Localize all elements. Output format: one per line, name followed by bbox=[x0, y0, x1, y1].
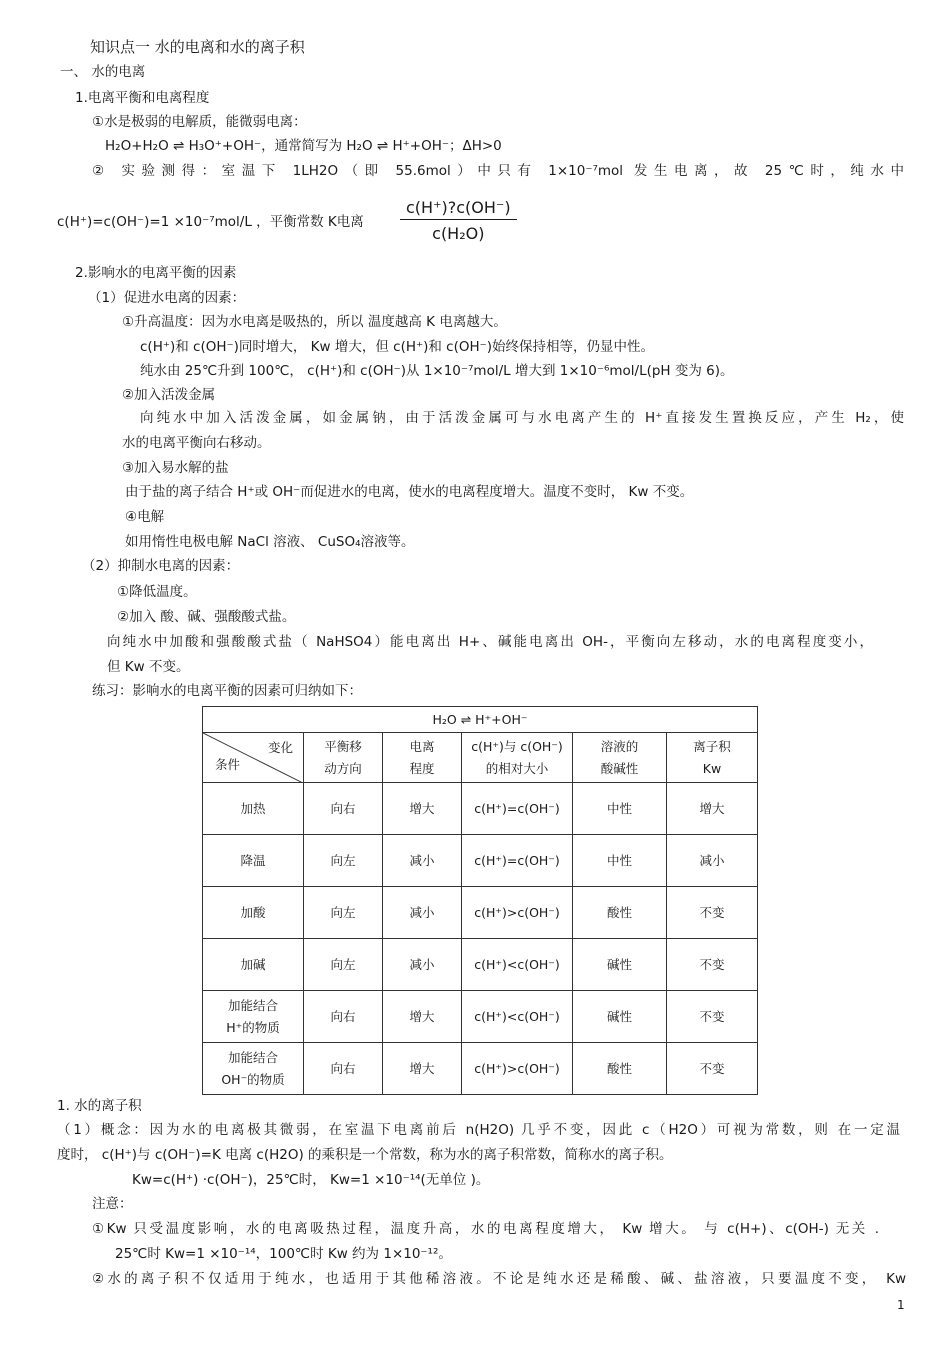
condition-cell: 加酸 bbox=[203, 887, 304, 939]
table-cell: 向右 bbox=[304, 783, 383, 835]
table-corner-cell bbox=[203, 733, 304, 783]
text-line: c(H⁺)=c(OH⁻)=1 ×10⁻⁷mol/L ，平衡常数 K电离 bbox=[57, 214, 364, 230]
condition-cell: 加热 bbox=[203, 783, 304, 835]
text-line: 注意： bbox=[92, 1196, 133, 1212]
subsection-heading: 1.电离平衡和电离程度 bbox=[75, 90, 210, 106]
table-row bbox=[203, 835, 758, 887]
table-cell: c(H⁺)>c(OH⁻) bbox=[462, 1043, 573, 1095]
corner-label-top: 变化 bbox=[267, 740, 293, 755]
corner-label-bottom: 条件 bbox=[215, 757, 241, 772]
table-cell: c(H⁺)=c(OH⁻) bbox=[462, 783, 573, 835]
text-line: ②加入 酸、碱、强酸酸式盐。 bbox=[117, 609, 296, 625]
text-line: 25℃时 Kw=1 ×10⁻¹⁴，100℃时 Kw 约为 1×10⁻¹²。 bbox=[115, 1246, 452, 1262]
table-header: c(H⁺)与 c(OH⁻) 的相对大小 bbox=[462, 733, 573, 783]
table-header: 平衡移 动方向 bbox=[304, 733, 383, 783]
table-cell: 向左 bbox=[304, 939, 383, 991]
text-line: 水的电离平衡向右移动。 bbox=[122, 435, 271, 451]
text-line: ①降低温度。 bbox=[117, 584, 197, 600]
condition-cell: 加能结合 OH⁻的物质 bbox=[203, 1043, 304, 1095]
text-line: c(H⁺)和 c(OH⁻)同时增大， Kw 增大，但 c(H⁺)和 c(OH⁻)始终保持相等，仍显中性。 bbox=[140, 339, 655, 355]
text-line: 但 Kw 不变。 bbox=[107, 659, 190, 675]
table-cell: c(H⁺)=c(OH⁻) bbox=[462, 835, 573, 887]
text-line: （1）促进水电离的因素： bbox=[88, 290, 246, 306]
text-line: （1）概念：因为水的电离极其微弱，在室温下电离前后 n(H2O) 几乎不变，因此 c（H2O）可视为常数，则 在一定温 bbox=[57, 1122, 900, 1138]
table-cell: 增大 bbox=[383, 783, 462, 835]
table-row bbox=[203, 887, 758, 939]
text-line: 向纯水中加酸和强酸酸式盐（ NaHSO4）能电离出 H+、碱能电离出 OH-，平衡向左移动，水的电离程度变小， bbox=[107, 634, 873, 650]
section-heading: 一、 水的电离 bbox=[60, 64, 146, 80]
page-number: 1 bbox=[897, 1298, 905, 1312]
table-cell: c(H⁺)>c(OH⁻) bbox=[462, 887, 573, 939]
text-line: ②加入活泼金属 bbox=[122, 387, 216, 403]
condition-cell: 降温 bbox=[203, 835, 304, 887]
table-cell: 减小 bbox=[383, 835, 462, 887]
table-cell: 增大 bbox=[383, 991, 462, 1043]
table-cell: 碱性 bbox=[573, 991, 667, 1043]
text-line: ①Kw 只受温度影响，水的电离吸热过程，温度升高，水的电离程度增大， Kw 增大。 与 c(H+)、c(OH-) 无关 . bbox=[92, 1221, 879, 1237]
equilibrium-constant-fraction bbox=[400, 198, 517, 243]
table-row bbox=[203, 939, 758, 991]
table-cell: 增大 bbox=[667, 783, 758, 835]
subsection-heading: 2.影响水的电离平衡的因素 bbox=[75, 265, 237, 281]
table-cell: c(H⁺)<c(OH⁻) bbox=[462, 991, 573, 1043]
table-header: 电离 程度 bbox=[383, 733, 462, 783]
page-title: 知识点一 水的电离和水的离子积 bbox=[90, 38, 305, 56]
text-line: 练习：影响水的电离平衡的因素可归纳如下： bbox=[92, 683, 362, 699]
table-cell: 增大 bbox=[383, 1043, 462, 1095]
text-line: 如用惰性电极电解 NaCl 溶液、 CuSO₄溶液等。 bbox=[125, 534, 415, 550]
table-row bbox=[203, 1043, 758, 1095]
table-row bbox=[203, 991, 758, 1043]
table-cell: 不变 bbox=[667, 887, 758, 939]
table-cell: 不变 bbox=[667, 1043, 758, 1095]
condition-cell: 加碱 bbox=[203, 939, 304, 991]
equation-line: H₂O+H₂O ⇌ H₃O⁺+OH⁻，通常简写为 H₂O ⇌ H⁺+OH⁻；ΔH>0 bbox=[105, 138, 502, 154]
condition-cell: 加能结合 H⁺的物质 bbox=[203, 991, 304, 1043]
table-cell: 碱性 bbox=[573, 939, 667, 991]
table-title: H₂O ⇌ H⁺+OH⁻ bbox=[203, 707, 758, 733]
text-line: （2）抑制水电离的因素： bbox=[82, 558, 240, 574]
table-cell: 减小 bbox=[667, 835, 758, 887]
text-line: 度时， c(H⁺)与 c(OH⁻)=K 电离 c(H2O) 的乘积是一个常数，称为水的离子积常数，简称水的离子积。 bbox=[57, 1147, 673, 1163]
table-cell: 不变 bbox=[667, 939, 758, 991]
text-line: ①水是极弱的电解质，能微弱电离： bbox=[92, 114, 307, 130]
text-line: ② 实验测得：室温下 1LH2O（即 55.6mol）中只有 1×10⁻⁷mol 发生电离，故 25℃时，纯水中 bbox=[92, 163, 904, 179]
table-header: 溶液的 酸碱性 bbox=[573, 733, 667, 783]
formula-line: Kw=c(H⁺) ·c(OH⁻)，25℃时， Kw=1 ×10⁻¹⁴(无单位 )。 bbox=[132, 1172, 490, 1188]
table-cell: c(H⁺)<c(OH⁻) bbox=[462, 939, 573, 991]
subsection-heading: 1. 水的离子积 bbox=[57, 1098, 142, 1114]
ionization-factors-table bbox=[202, 706, 758, 1095]
table-cell: 向左 bbox=[304, 835, 383, 887]
table-cell: 不变 bbox=[667, 991, 758, 1043]
table-header: 离子积 Kw bbox=[667, 733, 758, 783]
text-line: ③加入易水解的盐 bbox=[122, 460, 229, 476]
text-line: 由于盐的离子结合 H⁺或 OH⁻而促进水的电离，使水的电离程度增大。温度不变时， Kw 不变。 bbox=[125, 484, 694, 500]
table-cell: 向右 bbox=[304, 991, 383, 1043]
table-cell: 中性 bbox=[573, 783, 667, 835]
table-cell: 向右 bbox=[304, 1043, 383, 1095]
text-line: ④电解 bbox=[125, 509, 165, 525]
text-line: ①升高温度：因为水电离是吸热的，所以 温度越高 K 电离越大。 bbox=[122, 314, 507, 330]
fraction-denominator: c(H₂O) bbox=[432, 224, 485, 243]
table-cell: 减小 bbox=[383, 939, 462, 991]
table-row bbox=[203, 783, 758, 835]
table-cell: 减小 bbox=[383, 887, 462, 939]
text-line: 向纯水中加入活泼金属，如金属钠，由于活泼金属可与水电离产生的 H⁺直接发生置换反应，产生 H₂，使 bbox=[140, 410, 904, 426]
table-cell: 中性 bbox=[573, 835, 667, 887]
text-line: ②水的离子积不仅适用于纯水，也适用于其他稀溶液。不论是纯水还是稀酸、碱、盐溶液，只要温度不变， Kw bbox=[92, 1271, 906, 1287]
table-cell: 酸性 bbox=[573, 1043, 667, 1095]
text-line: 纯水由 25℃升到 100℃， c(H⁺)和 c(OH⁻)从 1×10⁻⁷mol/L 增大到 1×10⁻⁶mol/L(pH 变为 6)。 bbox=[140, 363, 734, 379]
table-cell: 向左 bbox=[304, 887, 383, 939]
table-cell: 酸性 bbox=[573, 887, 667, 939]
fraction-numerator: c(H⁺)?c(OH⁻) bbox=[400, 198, 517, 220]
